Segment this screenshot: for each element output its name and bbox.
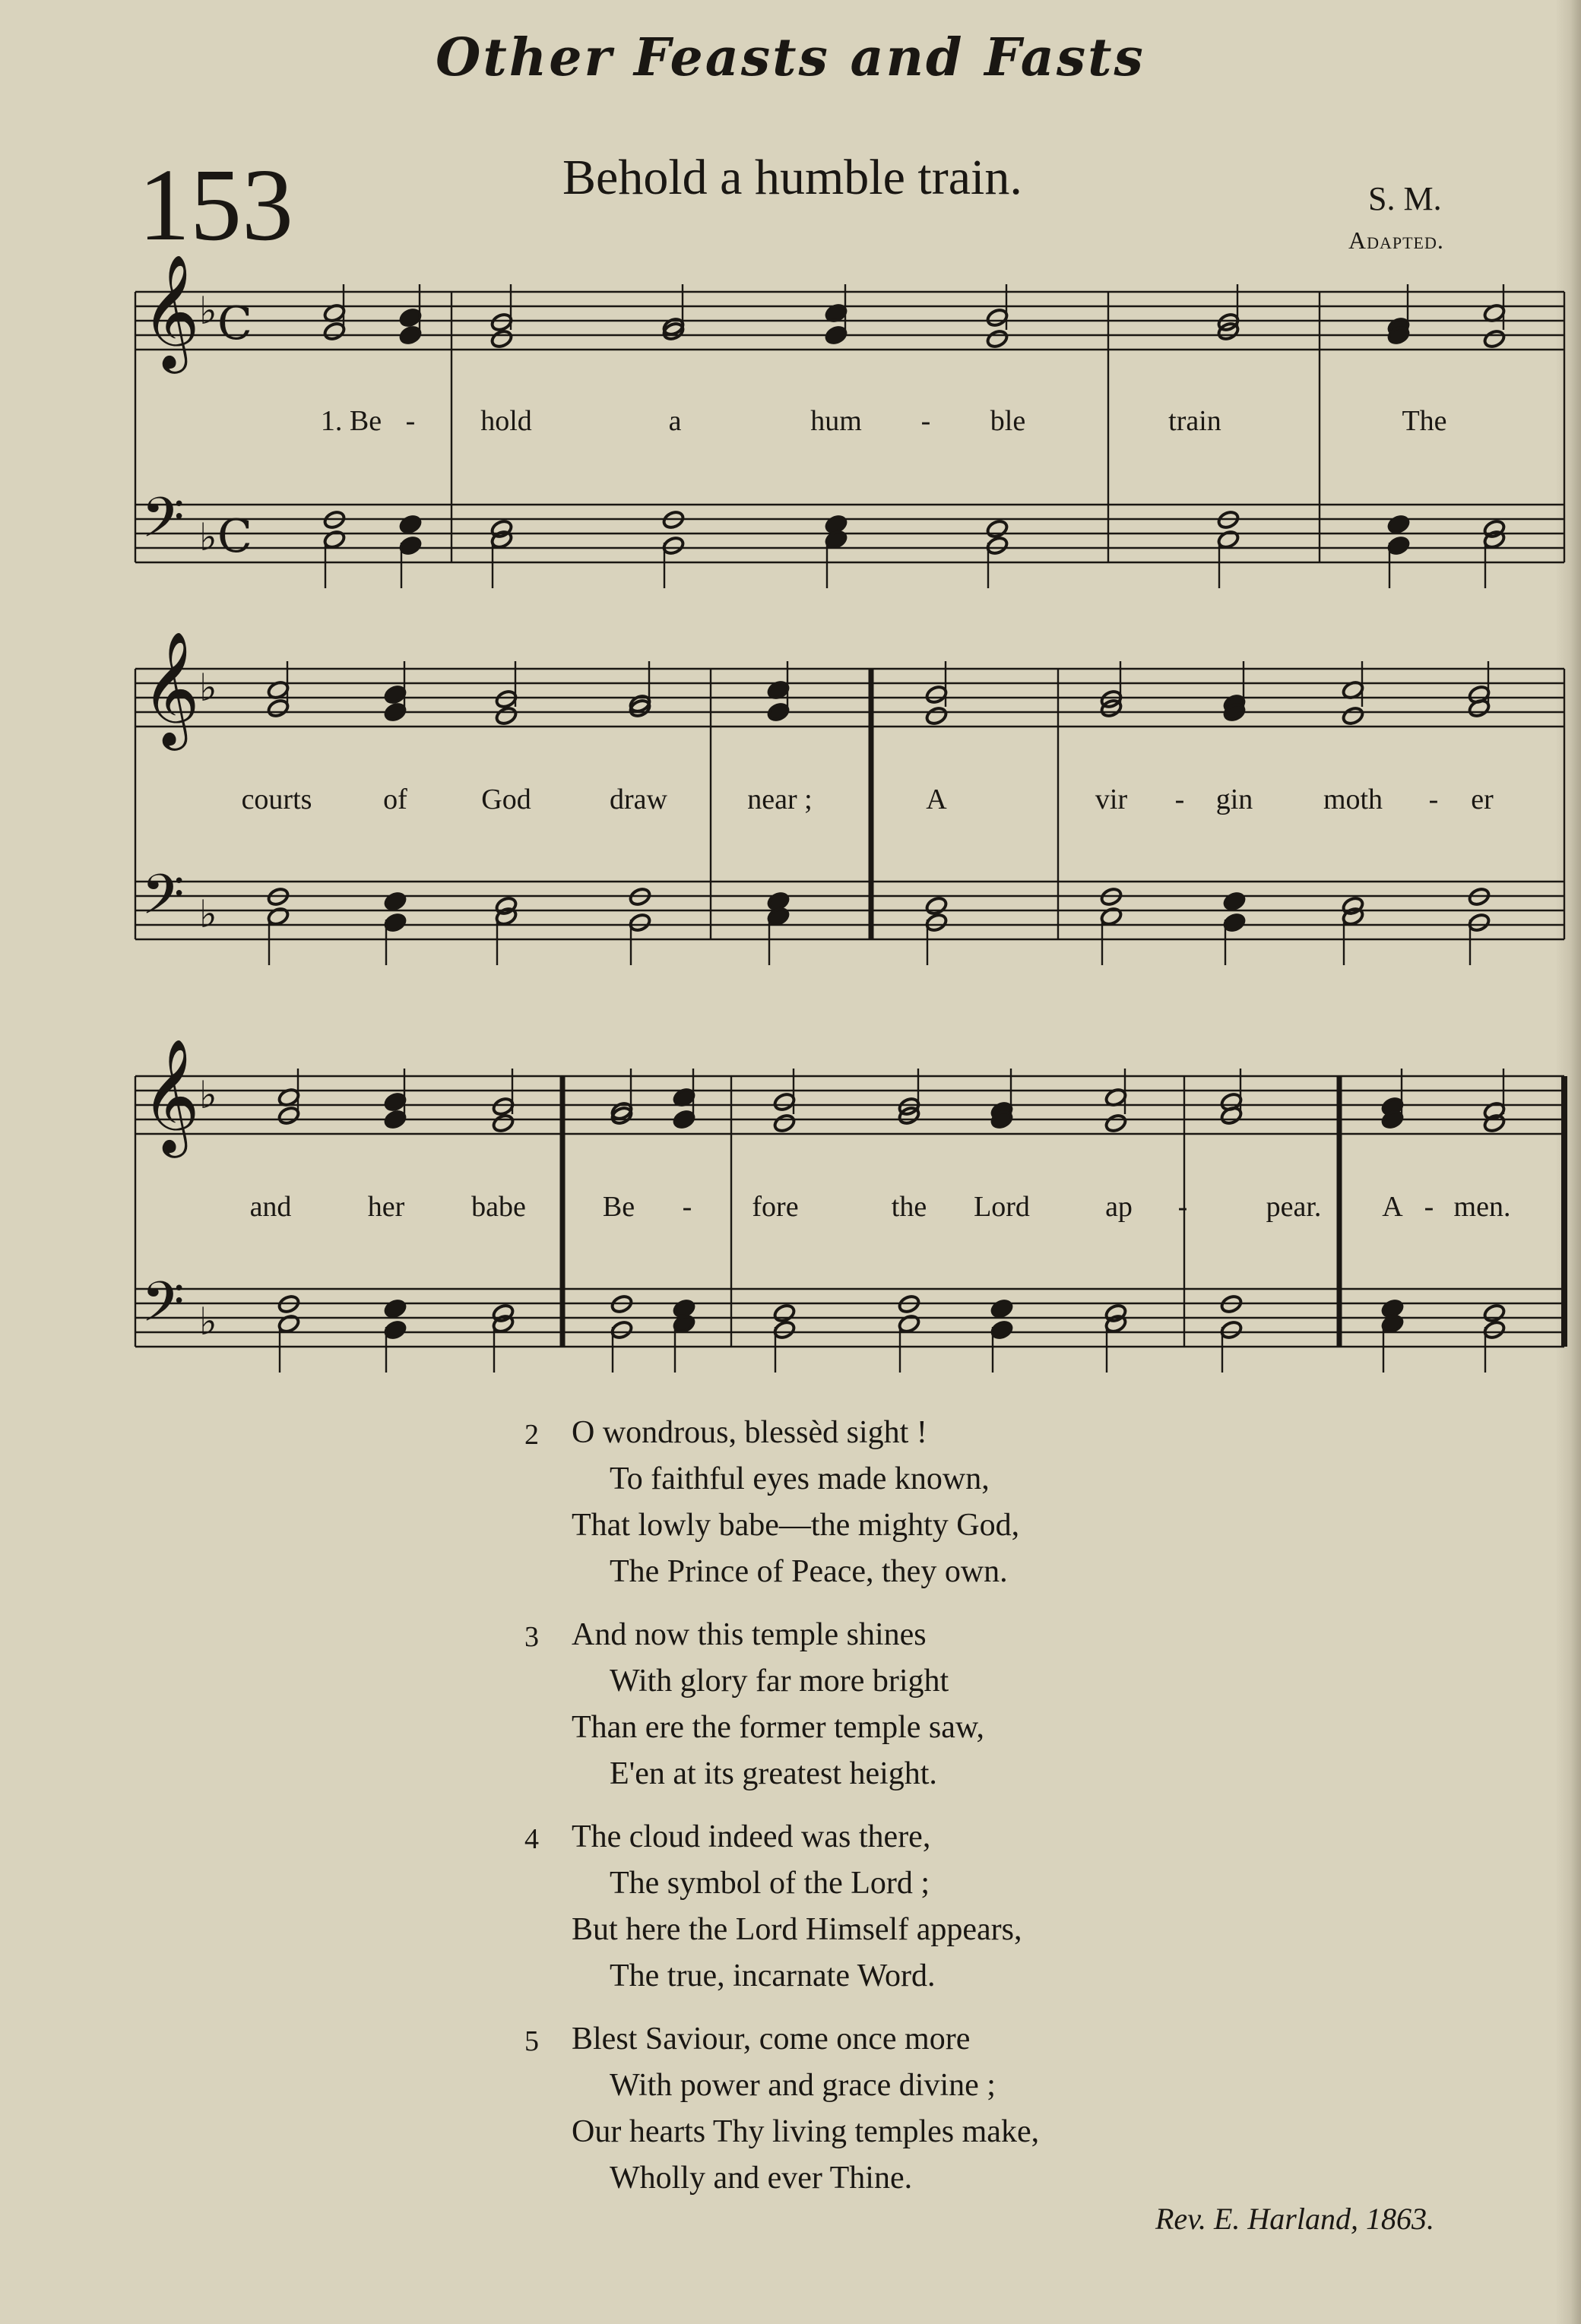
notehead xyxy=(491,1113,515,1133)
lyric-syllable: the xyxy=(891,1191,927,1223)
lyric-syllable: courts xyxy=(241,784,312,815)
bass-clef-icon: 𝄢 xyxy=(141,1269,185,1347)
lyric-syllable: fore xyxy=(752,1191,799,1223)
verse-line: Than ere the former temple saw, xyxy=(572,1710,985,1745)
verse-5 xyxy=(524,2016,1285,2202)
verse-line: With power and grace divine ; xyxy=(610,2068,996,2103)
lyric-syllable: er xyxy=(1471,784,1494,815)
verse-line: To faithful eyes made known, xyxy=(610,1461,990,1496)
lyric-syllable: of xyxy=(383,784,407,815)
lyric-syllable: draw xyxy=(610,784,667,815)
lyric-syllable: - xyxy=(1428,784,1439,815)
hymn-number: 153 xyxy=(138,148,293,262)
treble-clef-icon: 𝄞 xyxy=(141,630,200,746)
meter-label: S. M. xyxy=(1368,180,1442,217)
verse-number: 5 xyxy=(524,2025,539,2057)
verse-number: 4 xyxy=(524,1823,539,1855)
verse-line: But here the Lord Himself appears, xyxy=(572,1912,1022,1947)
flat-icon: ♭ xyxy=(199,666,217,710)
lyric-syllable: - xyxy=(920,405,931,437)
notehead xyxy=(398,514,422,534)
page-edge-shadow xyxy=(1555,0,1581,2324)
verse-line: With glory far more bright xyxy=(610,1664,949,1699)
flat-icon: ♭ xyxy=(199,515,217,559)
verse-line: E'en at its greatest height. xyxy=(610,1756,937,1791)
lyric-syllable: - xyxy=(682,1191,692,1223)
verse-line: The Prince of Peace, they own. xyxy=(610,1554,1008,1589)
common-time-icon: C xyxy=(217,510,252,563)
notehead xyxy=(1341,705,1364,726)
lyric-syllable: a xyxy=(668,405,682,437)
treble-clef-icon: 𝄞 xyxy=(141,253,200,369)
notehead xyxy=(924,705,948,726)
lyric-syllable: and xyxy=(249,1191,292,1223)
verse-2 xyxy=(524,1410,1285,1595)
lyric-syllable: God xyxy=(481,784,531,815)
notehead xyxy=(772,1303,796,1323)
lyric-syllable: men. xyxy=(1453,1191,1511,1223)
flat-icon: ♭ xyxy=(199,289,217,333)
attribution: Rev. E. Harland, 1863. xyxy=(1155,2202,1434,2236)
lyric-syllable: Lord xyxy=(974,1191,1030,1223)
lyric-syllable: babe xyxy=(471,1191,526,1223)
verse-line: The cloud indeed was there, xyxy=(572,1819,931,1854)
verse-4 xyxy=(524,1814,1285,1999)
verse-line: Wholly and ever Thine. xyxy=(610,2161,913,2196)
verse-3 xyxy=(524,1612,1285,1797)
adapted-label: Adapted. xyxy=(1348,226,1444,254)
notehead xyxy=(924,895,948,916)
verse-number: 2 xyxy=(524,1419,539,1451)
bass-clef-icon: 𝄢 xyxy=(141,485,185,563)
verse-line: That lowly babe—the mighty God, xyxy=(572,1508,1020,1543)
lyric-syllable: vir xyxy=(1095,784,1128,815)
lyric-syllable: hum xyxy=(810,405,862,437)
lyric-syllable: ble xyxy=(990,405,1026,437)
lyric-syllable: train xyxy=(1168,405,1221,437)
flat-icon: ♭ xyxy=(199,892,217,936)
lyric-syllable: gin xyxy=(1215,784,1253,815)
lyric-syllable: 1. Be xyxy=(320,405,382,437)
verses-block xyxy=(524,1410,1285,2218)
verse-line: The symbol of the Lord ; xyxy=(610,1866,930,1901)
lyric-syllable: - xyxy=(1177,1191,1188,1223)
lyric-syllable: Be xyxy=(602,1191,635,1223)
lyric-syllable: pear. xyxy=(1266,1191,1322,1223)
verse-line: The true, incarnate Word. xyxy=(610,1958,936,1993)
flat-icon: ♭ xyxy=(199,1300,217,1344)
notehead xyxy=(383,1298,407,1319)
notehead xyxy=(1482,1303,1506,1323)
lyric-syllable: moth xyxy=(1323,784,1383,815)
treble-clef-icon: 𝄞 xyxy=(141,1037,200,1153)
notehead xyxy=(772,1113,796,1133)
notehead xyxy=(1482,328,1506,349)
verse-line: And now this temple shines xyxy=(572,1617,927,1652)
lyric-syllable: - xyxy=(1174,784,1185,815)
lyric-syllable: A xyxy=(1382,1191,1403,1223)
notehead xyxy=(383,891,407,911)
verse-line: O wondrous, blessèd sight ! xyxy=(572,1415,927,1450)
bass-clef-icon: 𝄢 xyxy=(141,862,185,940)
notehead xyxy=(985,328,1009,349)
notehead xyxy=(1104,1113,1127,1133)
notehead xyxy=(490,328,513,349)
lyric-syllable: near ; xyxy=(747,784,813,815)
lyric-syllable: The xyxy=(1402,405,1447,437)
lyric-syllable: hold xyxy=(480,405,532,437)
section-title: Other Feasts and Fasts xyxy=(436,27,1145,88)
verse-line: Blest Saviour, come once more xyxy=(572,2022,971,2056)
notehead xyxy=(1386,514,1410,534)
lyric-syllable: - xyxy=(1424,1191,1434,1223)
flat-icon: ♭ xyxy=(199,1073,217,1117)
notehead xyxy=(985,518,1009,539)
lyric-syllable: her xyxy=(367,1191,405,1223)
lyric-syllable: ap xyxy=(1105,1191,1133,1223)
notehead xyxy=(1222,891,1246,911)
notehead xyxy=(494,705,518,726)
lyric-syllable: - xyxy=(405,405,416,437)
common-time-icon: C xyxy=(217,297,252,350)
hymn-title: Behold a humble train. xyxy=(562,150,1022,205)
lyric-syllable: A xyxy=(926,784,947,815)
notehead xyxy=(990,1298,1013,1319)
verse-line: Our hearts Thy living temples make, xyxy=(572,2114,1040,2149)
verse-number: 3 xyxy=(524,1621,539,1653)
